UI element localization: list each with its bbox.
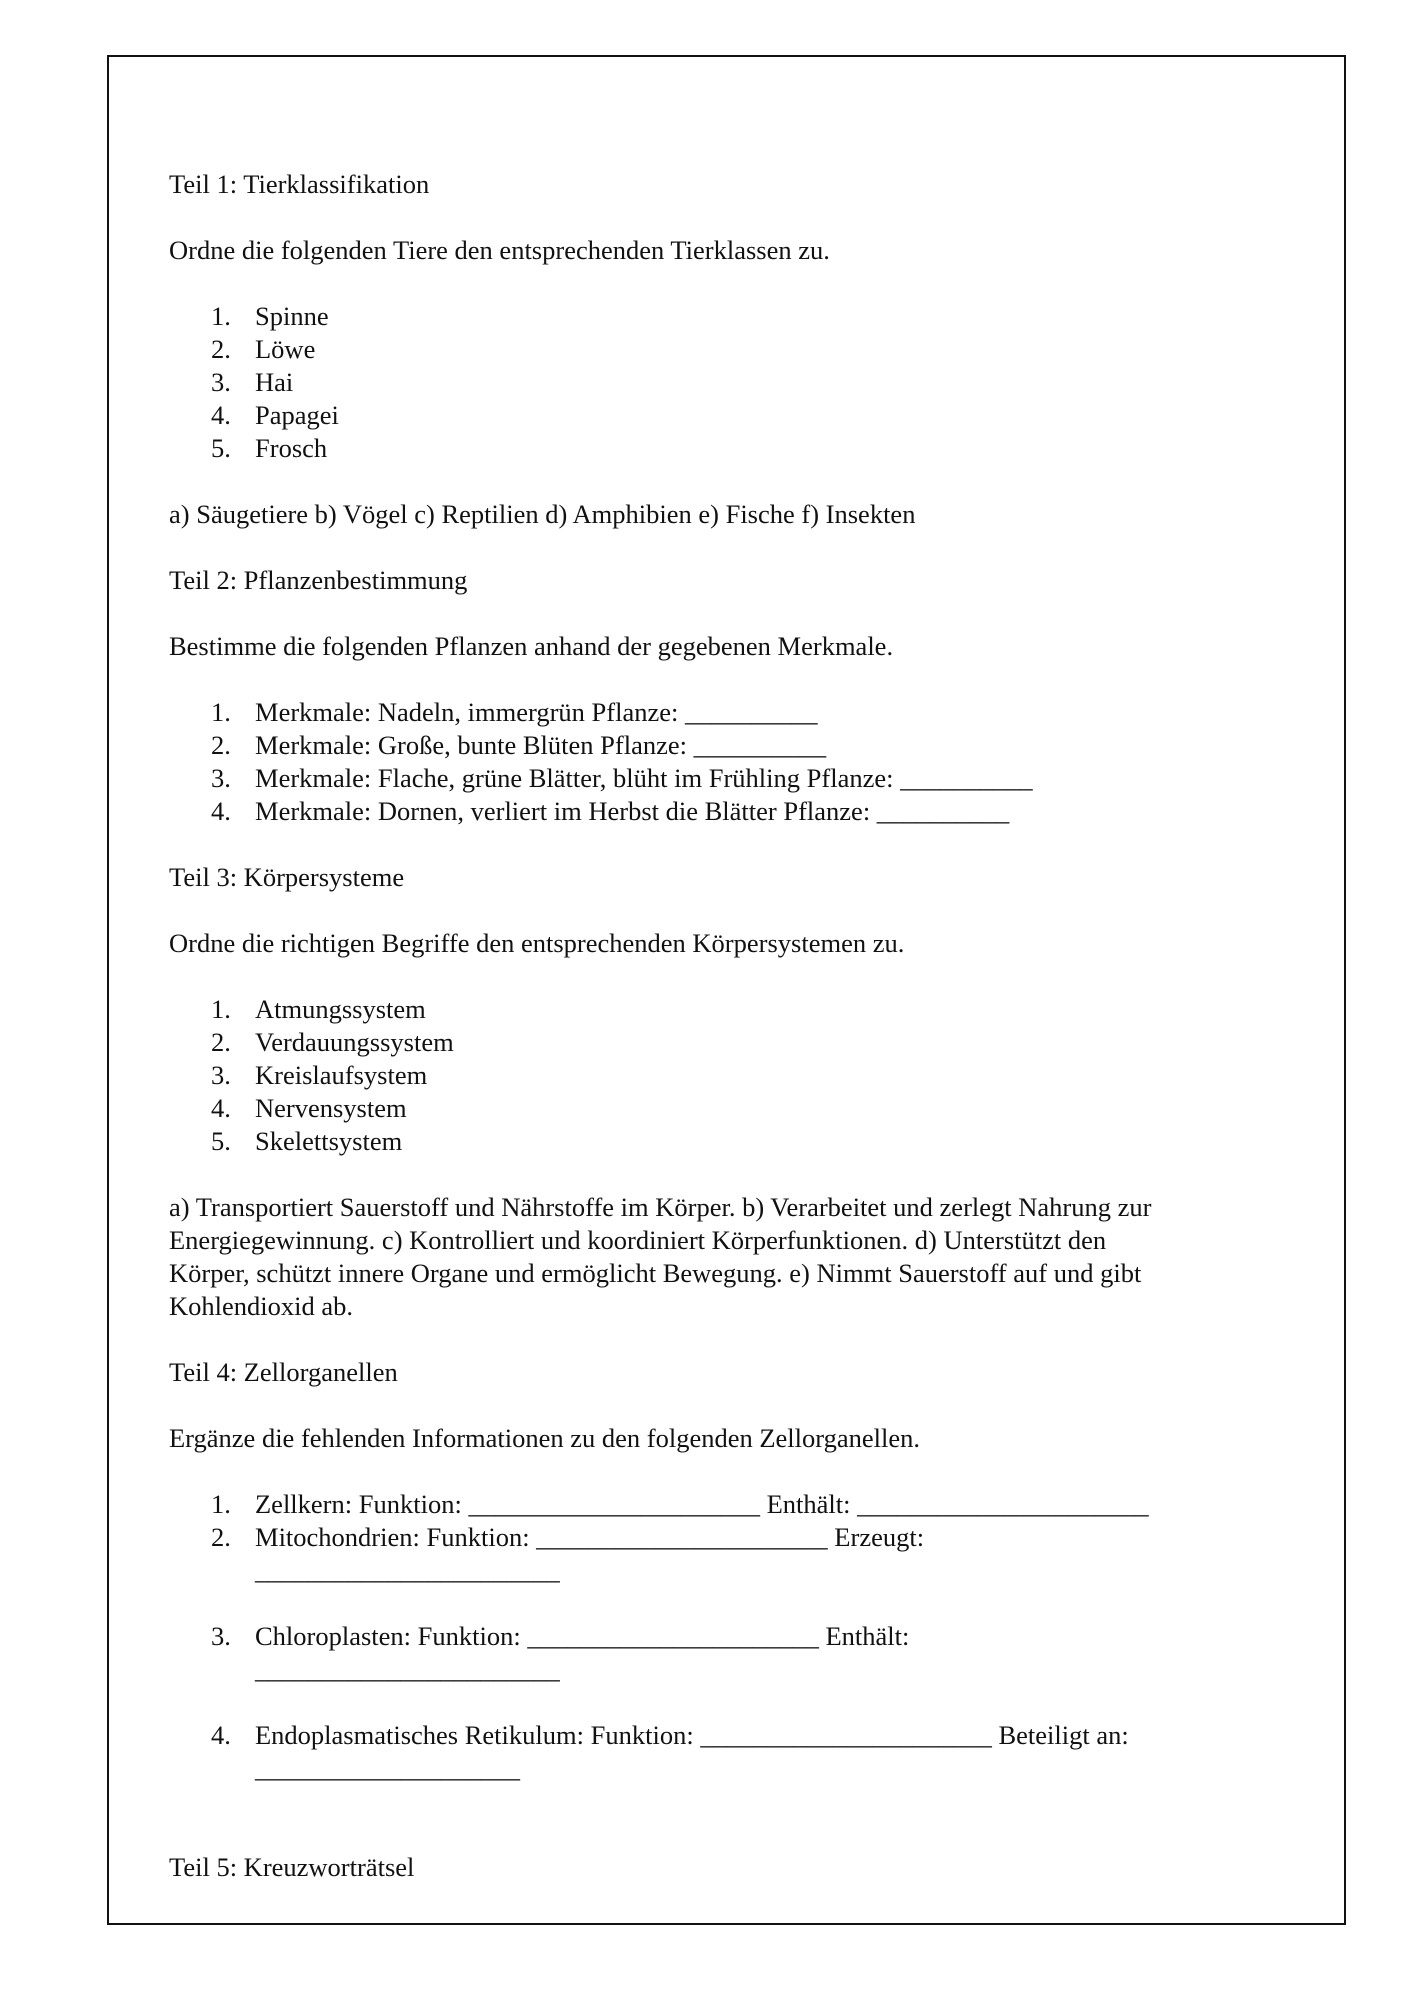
item-number: 4. <box>211 1720 231 1750</box>
answer-blank: ____________________ <box>255 1753 520 1783</box>
item-number: 3. <box>211 1060 231 1090</box>
part3-heading: Teil 3: Körpersysteme <box>169 862 405 892</box>
options-line: Körper, schützt innere Organe und ermöglicht Bewegung. e) Nimmt Sauerstoff auf und gibt <box>169 1258 1142 1288</box>
item-number: 4. <box>211 796 231 826</box>
item-text: Nervensystem <box>255 1093 407 1123</box>
item-number: 4. <box>211 400 231 430</box>
answer-blank: _______________________ <box>255 1555 560 1585</box>
item-text: Merkmale: Dornen, verliert im Herbst die Blätter Pflanze: __________ <box>255 796 1010 826</box>
part3-system-list <box>169 993 1269 1158</box>
part2-instruction: Bestimme die folgenden Pflanzen anhand der gegebenen Merkmale. <box>169 631 894 661</box>
list-item <box>169 1620 1269 1686</box>
item-number: 3. <box>211 1621 231 1651</box>
item-text: Chloroplasten: Funktion: ______________________ Enthält: <box>255 1621 910 1651</box>
list-item <box>169 762 1269 795</box>
part3-instruction: Ordne die richtigen Begriffe den entsprechenden Körpersystemen zu. <box>169 928 905 958</box>
item-text: Verdauungssystem <box>255 1027 454 1057</box>
part4-heading: Teil 4: Zellorganellen <box>169 1357 398 1387</box>
options-line: Kohlendioxid ab. <box>169 1291 353 1321</box>
item-text: Löwe <box>255 334 316 364</box>
item-text: Papagei <box>255 400 339 430</box>
part3-options <box>169 1191 1269 1323</box>
item-number: 2. <box>211 1522 231 1552</box>
item-number: 1. <box>211 1489 231 1519</box>
list-item <box>169 729 1269 762</box>
list-item <box>169 1026 1269 1059</box>
list-item <box>169 1521 1269 1587</box>
item-text: Atmungssystem <box>255 994 426 1024</box>
item-number: 1. <box>211 994 231 1024</box>
list-item <box>169 432 1269 465</box>
item-text: Merkmale: Nadeln, immergrün Pflanze: __________ <box>255 697 818 727</box>
list-item <box>169 1719 1269 1785</box>
part2-plant-list <box>169 696 1269 828</box>
item-text: Frosch <box>255 433 328 463</box>
options-line: a) Transportiert Sauerstoff und Nährstoffe im Körper. b) Verarbeitet und zerlegt Nahrung zur <box>169 1192 1152 1222</box>
item-number: 1. <box>211 301 231 331</box>
item-text: Mitochondrien: Funktion: ______________________ Erzeugt: <box>255 1522 925 1552</box>
part5-heading: Teil 5: Kreuzworträtsel <box>169 1852 415 1882</box>
list-item <box>169 300 1269 333</box>
worksheet-content <box>169 168 1269 1917</box>
options-line: Energiegewinnung. c) Kontrolliert und koordiniert Körperfunktionen. d) Unterstützt den <box>169 1225 1107 1255</box>
item-text: Kreislaufsystem <box>255 1060 428 1090</box>
part1-animal-list <box>169 300 1269 465</box>
item-number: 2. <box>211 1027 231 1057</box>
item-text: Spinne <box>255 301 329 331</box>
item-text: Endoplasmatisches Retikulum: Funktion: ______________________ Beteiligt an: <box>255 1720 1129 1750</box>
item-number: 1. <box>211 697 231 727</box>
item-number: 3. <box>211 367 231 397</box>
item-number: 5. <box>211 1126 231 1156</box>
list-item <box>169 993 1269 1026</box>
part1-options: a) Säugetiere b) Vögel c) Reptilien d) Amphibien e) Fische f) Insekten <box>169 499 916 529</box>
list-item <box>169 696 1269 729</box>
list-item <box>169 795 1269 828</box>
answer-blank: _______________________ <box>255 1654 560 1684</box>
part4-organelle-list <box>169 1488 1269 1785</box>
list-item <box>169 1059 1269 1092</box>
part1-instruction: Ordne die folgenden Tiere den entsprechenden Tierklassen zu. <box>169 235 830 265</box>
item-text: Merkmale: Flache, grüne Blätter, blüht im Frühling Pflanze: __________ <box>255 763 1033 793</box>
item-number: 4. <box>211 1093 231 1123</box>
list-item <box>169 1092 1269 1125</box>
part1-heading: Teil 1: Tierklassifikation <box>169 169 430 199</box>
item-number: 2. <box>211 730 231 760</box>
list-item <box>169 1125 1269 1158</box>
item-number: 5. <box>211 433 231 463</box>
part4-instruction: Ergänze die fehlenden Informationen zu den folgenden Zellorganellen. <box>169 1423 921 1453</box>
item-text: Hai <box>255 367 294 397</box>
item-text: Skelettsystem <box>255 1126 403 1156</box>
item-number: 2. <box>211 334 231 364</box>
list-item <box>169 399 1269 432</box>
list-item <box>169 333 1269 366</box>
list-item <box>169 366 1269 399</box>
item-text: Zellkern: Funktion: ______________________ Enthält: ______________________ <box>255 1489 1149 1519</box>
item-text: Merkmale: Große, bunte Blüten Pflanze: __________ <box>255 730 827 760</box>
item-number: 3. <box>211 763 231 793</box>
part2-heading: Teil 2: Pflanzenbestimmung <box>169 565 468 595</box>
list-item <box>169 1488 1269 1521</box>
